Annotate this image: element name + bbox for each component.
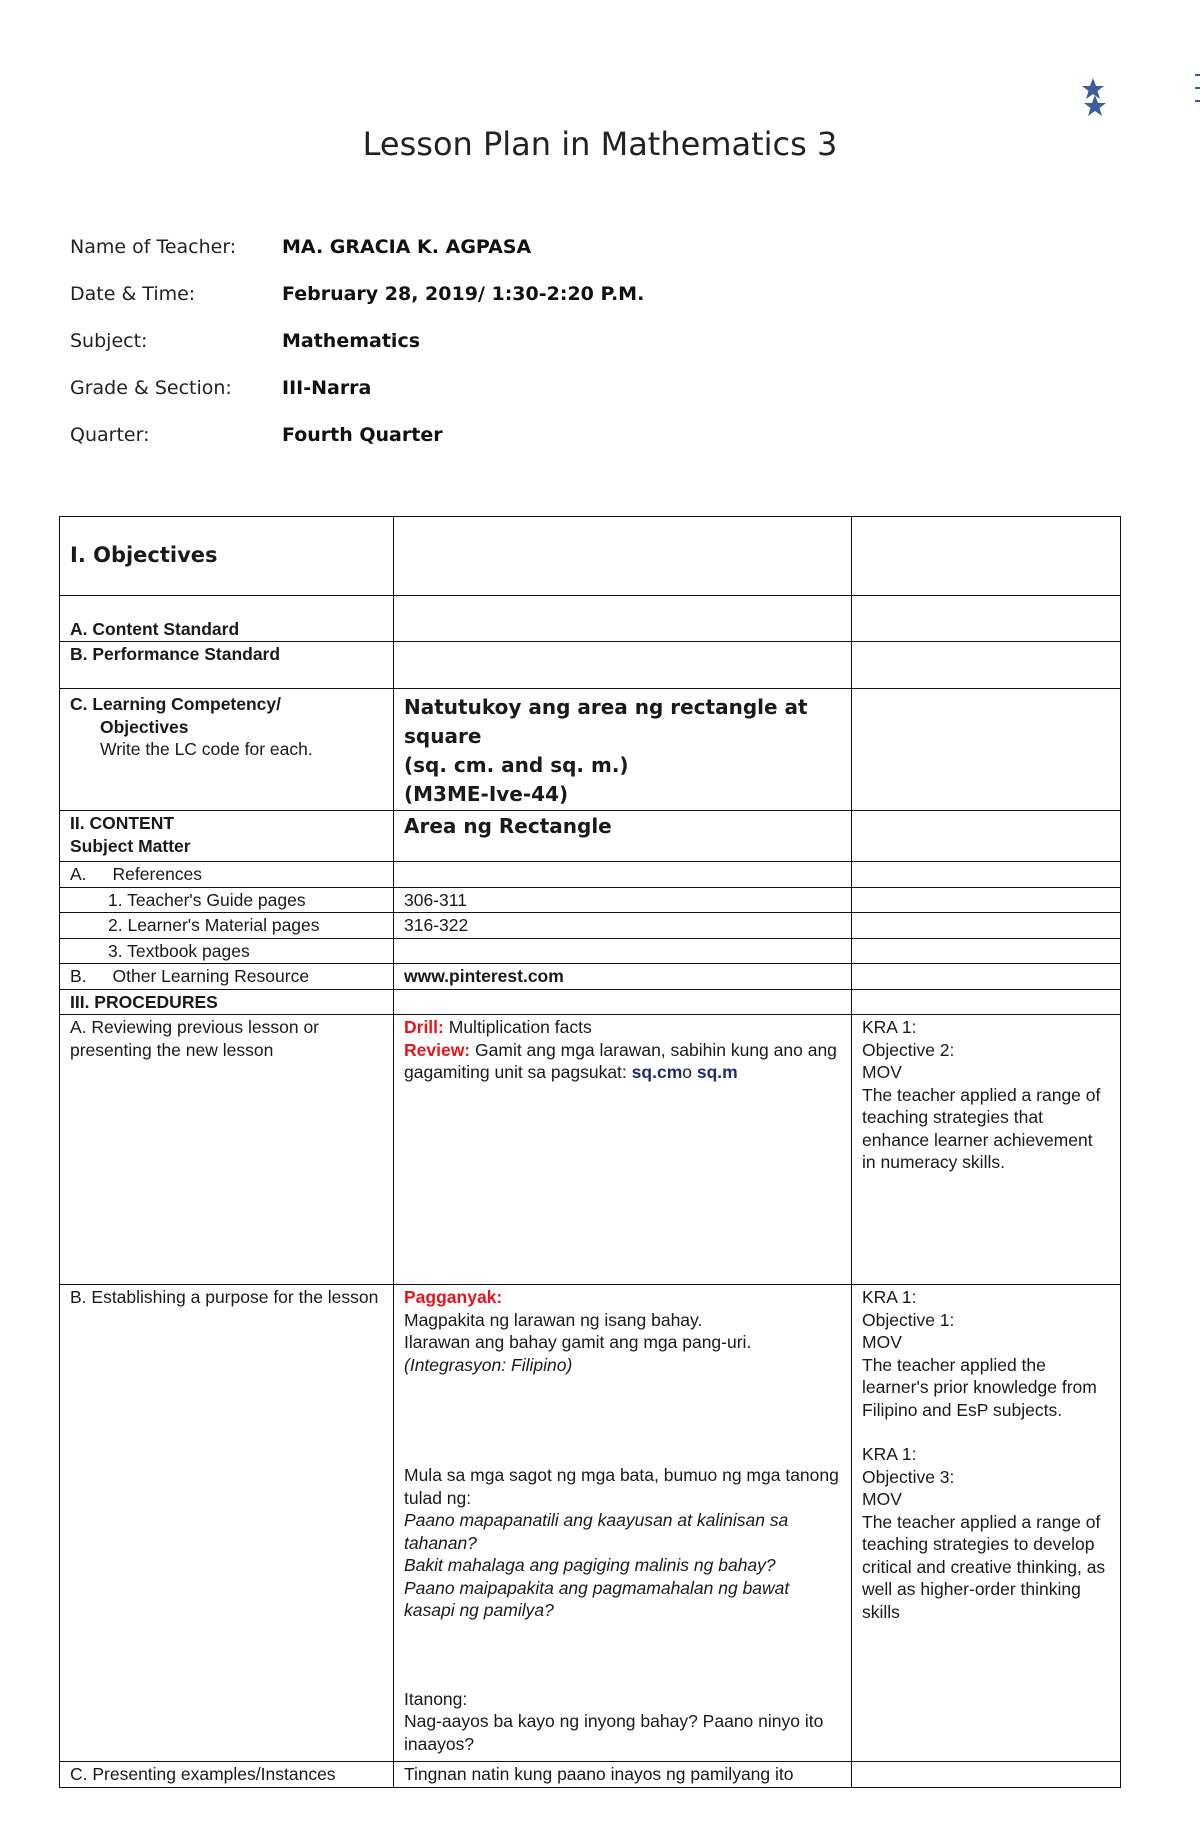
table-row [60,964,1121,990]
step-a-content-cell [394,1015,852,1285]
tg-pages-cell [60,887,394,913]
table-row [60,517,1121,596]
objectives-heading: I. Objectives [70,543,218,568]
empty-cell [852,642,1121,689]
info-label: Grade & Section: [70,377,232,399]
lc-label-line: C. Learning Competency/ [70,694,282,714]
step-c-label-cell [60,1762,394,1788]
references-prefix: A. [70,864,87,884]
review-line [404,1039,841,1084]
procedures-heading: III. PROCEDURES [70,991,218,1012]
teacher-info [70,236,970,471]
lm-pages-label: 2. Learner's Material pages [108,915,320,935]
table-row [60,887,1121,913]
other-resource-label: Other Learning Resource [112,966,310,986]
table-row [60,913,1121,939]
references-cell [60,862,394,888]
info-row [70,424,970,471]
empty-cell [394,938,852,964]
itanong-label: Itanong: [404,1688,468,1709]
info-row [70,377,970,424]
performance-standard-label: B. Performance Standard [70,644,281,664]
info-value: Mathematics [282,330,421,352]
lc-code: (M3ME-Ive-44) [404,782,569,806]
learning-competency-cell [60,689,394,811]
info-value: MA. GRACIA K. AGPASA [282,236,532,258]
lc-label-line: Objectives [100,716,189,737]
tg-pages-value: 306-311 [404,889,467,910]
lesson-plan-table [59,516,1121,1788]
info-label: Subject: [70,330,148,352]
info-label: Name of Teacher: [70,236,237,258]
step-b-label-cell [60,1285,394,1762]
unit-connector: o [682,1062,692,1082]
note-line: KRA 1: [862,1287,917,1307]
table-row [60,811,1121,862]
info-label: Quarter: [70,424,150,446]
motivation-label: Pagganyak: [404,1287,503,1307]
note-line: MOV [862,1062,902,1082]
objectives-header-cell [60,517,394,596]
table-row [60,689,1121,811]
textbook-pages-cell [60,938,394,964]
step-a-label: A. Reviewing previous lesson or presenting the new lesson [70,1017,320,1060]
note-line: The teacher applied a range of teaching strategies to develop critical and creative thinking, as well as higher-order thinking skills [862,1511,1106,1622]
lc-value-line: (sq. cm. and sq. m.) [404,753,629,777]
table-row [60,862,1121,888]
info-row [70,283,970,330]
empty-cell [852,811,1121,862]
empty-cell [394,989,852,1015]
empty-cell [852,862,1121,888]
empty-cell [852,517,1121,596]
other-resource-prefix: B. [70,966,87,986]
note-line: KRA 1: [862,1017,917,1037]
tg-pages-value-cell [394,887,852,913]
other-resource-value-cell [394,964,852,990]
empty-cell [852,913,1121,939]
drill-text: Multiplication facts [448,1017,592,1037]
empty-cell [852,1762,1121,1788]
content-heading: II. CONTENT [70,813,175,833]
other-resource-cell [60,964,394,990]
table-row [60,989,1121,1015]
drill-label: Drill: [404,1017,444,1037]
content-standard-label: A. Content Standard [70,618,240,639]
empty-cell [394,642,852,689]
content-cell [60,811,394,862]
lm-pages-cell [60,913,394,939]
review-label: Review: [404,1039,471,1060]
itanong-question: Nag-aayos ba kayo ng inyong bahay? Paano ninyo ito inaayos? [404,1711,824,1754]
empty-cell [394,596,852,642]
step-c-content-cell [394,1762,852,1788]
table-row [60,1015,1121,1285]
content-value-cell [394,811,852,862]
lm-pages-value-cell [394,913,852,939]
table-row [60,596,1121,642]
subject-matter-value: Area ng Rectangle [404,814,612,838]
other-resource-link: www.pinterest.com [404,966,564,986]
step-c-label: C. Presenting examples/Instances [70,1764,336,1784]
page-edge-mark-icon [1193,72,1200,112]
info-label: Date & Time: [70,283,196,305]
step-b-line: Magpakita ng larawan ng isang bahay. [404,1309,703,1330]
tg-pages-label: 1. Teacher's Guide pages [108,889,306,910]
empty-cell [852,596,1121,642]
integration-note: (Integrasyon: Filipino) [404,1354,573,1375]
references-label: References [112,864,203,884]
step-a-notes-cell [852,1015,1121,1285]
unit-sq-cm: sq.cm [631,1062,683,1082]
lm-pages-value: 316-322 [404,915,469,935]
textbook-pages-label: 3. Textbook pages [108,940,250,961]
info-row [70,236,970,283]
guide-question: Paano mapapanatili ang kaayusan at kalinisan sa tahanan? [404,1510,789,1553]
info-value: Fourth Quarter [282,424,443,446]
lc-instruction: Write the LC code for each. [100,739,313,759]
table-row [60,938,1121,964]
note-line: Objective 3: [862,1466,955,1487]
info-value: III-Narra [282,377,372,399]
note-line: MOV [862,1489,902,1509]
note-line: The teacher applied a range of teaching strategies that enhance learner achievement in numeracy skills. [862,1084,1101,1172]
page-title: Lesson Plan in Mathematics 3 [362,125,838,163]
subject-matter-label: Subject Matter [70,835,191,856]
empty-cell [394,517,852,596]
step-b-label: B. Establishing a purpose for the lesson [70,1287,379,1307]
step-b-content-cell [394,1285,852,1762]
empty-cell [852,964,1121,990]
empty-cell [852,938,1121,964]
table-row [60,1285,1121,1762]
drill-line [404,1016,841,1039]
empty-cell [852,689,1121,811]
guide-question: Bakit mahalaga ang pagiging malinis ng bahay? [404,1555,776,1575]
note-line: Objective 1: [862,1309,955,1330]
performance-standard-cell [60,642,394,689]
table-row [60,1762,1121,1788]
empty-cell [852,989,1121,1015]
note-line: MOV [862,1332,902,1352]
table-row [60,642,1121,689]
learning-competency-value-cell [394,689,852,811]
step-a-label-cell [60,1015,394,1285]
empty-cell [852,887,1121,913]
unit-sq-m: sq.m [696,1062,738,1082]
info-row [70,330,970,377]
info-value: February 28, 2019/ 1:30-2:20 P.M. [282,283,645,305]
step-b-line: Mula sa mga sagot ng mga bata, bumuo ng mga tanong tulad ng: [404,1465,839,1508]
step-b-notes-cell [852,1285,1121,1762]
step-c-text: Tingnan natin kung paano inayos ng pamilyang ito [404,1764,794,1784]
procedures-cell [60,989,394,1015]
review-text: Gamit ang mga larawan, sabihin kung ano ang gagamiting unit sa pagsukat: [404,1039,837,1082]
note-line: The teacher applied the learner's prior knowledge from Filipino and EsP subjects. [862,1354,1097,1420]
step-b-line: Ilarawan ang bahay gamit ang mga pang-uri. [404,1332,752,1352]
note-line: KRA 1: [862,1444,917,1464]
guide-question: Paano maipapakita ang pagmamahalan ng bawat kasapi ng pamilya? [404,1577,790,1620]
content-standard-cell [60,596,394,642]
lc-value-line: Natutukoy ang area ng rectangle at square [404,695,808,748]
empty-cell [394,862,852,888]
stars-logo-icon [1080,78,1110,118]
note-line: Objective 2: [862,1039,955,1060]
